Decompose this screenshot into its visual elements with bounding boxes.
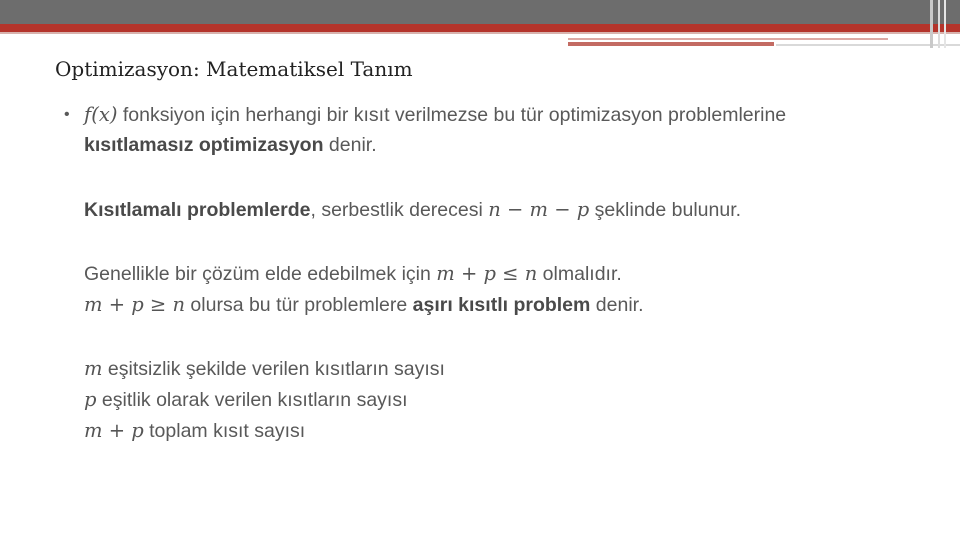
paragraph-line [84, 99, 924, 130]
bold-term: kısıtlamasız optimizasyon [84, 134, 324, 156]
bold-term: Kısıtlamalı problemlerde [84, 199, 311, 221]
paragraph-line [84, 130, 924, 161]
paragraph-line [84, 353, 924, 384]
paragraph-line [84, 194, 924, 225]
bullet-icon: • [64, 106, 70, 123]
math-expression: m + p ≥ n [84, 293, 186, 316]
math-expression: m + p [84, 419, 144, 442]
slide-content [64, 99, 924, 446]
text-span: denir. [323, 134, 377, 156]
header-band-thin-line [0, 32, 960, 34]
text-span: fonksiyon için herhangi bir kısıt verilmezse bu tür optimizasyon problemlerine [117, 104, 787, 126]
slide-title: Optimizasyon: Matematiksel Tanım [55, 57, 413, 81]
decorative-line [568, 42, 774, 46]
math-expression: m + p ≤ n [436, 262, 538, 285]
math-expression: f(x) [84, 103, 118, 126]
text-span: eşitsizlik şekilde verilen kısıtların sayısı [102, 358, 445, 380]
text-span: olmalıdır. [537, 263, 622, 285]
decorative-line [568, 38, 888, 40]
text-span: toplam kısıt sayısı [143, 420, 306, 442]
decorative-vertical-line [938, 0, 940, 48]
bold-term: aşırı kısıtlı problem [412, 294, 591, 316]
text-span: Genellikle bir çözüm elde edebilmek için [84, 263, 437, 285]
paragraph-line [84, 289, 924, 320]
header-band-red [0, 24, 960, 32]
decorative-vertical-line [944, 0, 946, 48]
text-span: , serbestlik derecesi [310, 199, 489, 221]
math-expression: m [84, 357, 103, 380]
decorative-vertical-line [930, 0, 933, 48]
math-expression: p [84, 388, 97, 411]
text-span: olursa bu tür problemlere [185, 294, 413, 316]
math-expression: n − m − p [488, 198, 590, 221]
paragraph-line [84, 415, 924, 446]
paragraph-line [84, 384, 924, 415]
text-span: denir. [590, 294, 644, 316]
bullet-text [84, 99, 924, 446]
paragraph-line [84, 258, 924, 289]
text-span: şeklinde bulunur. [589, 199, 742, 221]
text-span: eşitlik olarak verilen kısıtların sayısı [96, 389, 408, 411]
header-band-gray [0, 0, 960, 24]
